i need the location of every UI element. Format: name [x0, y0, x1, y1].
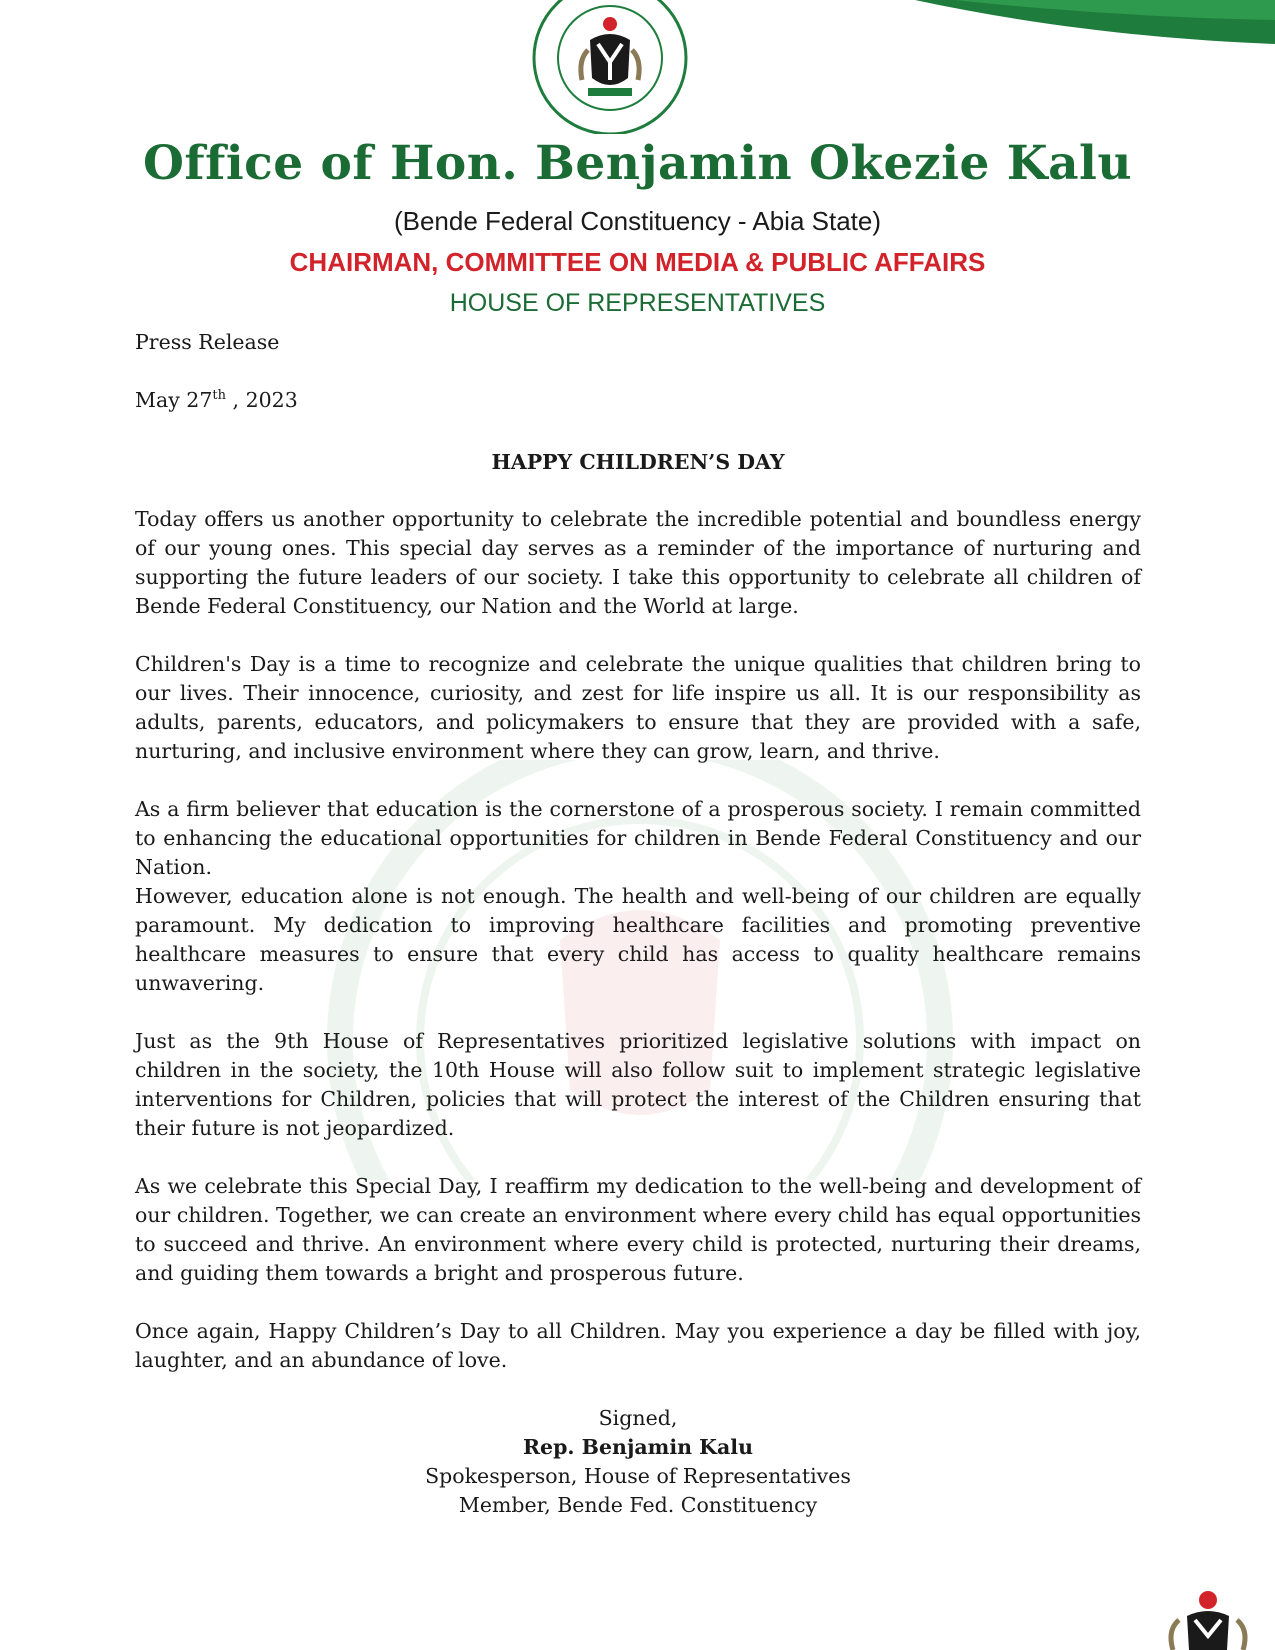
signature-block: [135, 1404, 1141, 1520]
paragraph: As we celebrate this Special Day, I reaffirm my dedication to the well-being and development of our children. Together, we can create an environment where every child has equal opportunities to succeed and thrive. An environment where every child is protected, nurturing their dreams, and guiding them towards a bright and prosperous future.: [135, 1174, 1141, 1285]
press-release-label: Press Release: [135, 330, 280, 354]
constituency-subtitle: (Bende Federal Constituency - Abia State): [393, 206, 882, 236]
signatory-role: Spokesperson, House of Representatives: [425, 1464, 851, 1488]
signatory-name: Rep. Benjamin Kalu: [523, 1435, 753, 1459]
chairman-title: CHAIRMAN, COMMITTEE ON MEDIA & PUBLIC AFFAIRS: [289, 247, 986, 277]
flag-swoosh-graphic: [915, 0, 1275, 48]
press-release-body: [135, 328, 1141, 1520]
coat-of-arms-icon: [1153, 1580, 1263, 1650]
signatory-constituency: Member, Bende Fed. Constituency: [458, 1493, 818, 1517]
paragraph: Just as the 9th House of Representatives prioritized legislative solutions with impact on children in the society, the 10th House will also follow suit to implement strategic legislative interventions for Children, policies that will protect the interest of the Children ensuring that their future is not jeopardized.: [135, 1029, 1141, 1140]
house-seal-logo: [528, 0, 692, 134]
paragraph: Once again, Happy Children’s Day to all Children. May you experience a day be filled with joy, laughter, and an abundance of love.: [135, 1319, 1141, 1372]
signed-label: Signed,: [598, 1406, 678, 1430]
office-title: Office of Hon. Benjamin Okezie Kalu: [142, 136, 1133, 191]
release-heading: HAPPY CHILDREN’S DAY: [491, 450, 785, 474]
paragraph: However, education alone is not enough. The health and well-being of our children are equally paramount. My dedication to improving healthcare facilities and promoting preventive healthcare measures to ensure that every child has access to quality healthcare remains unwavering.: [135, 884, 1141, 995]
release-date: May 27th , 2023: [135, 388, 298, 412]
paragraph: Today offers us another opportunity to celebrate the incredible potential and boundless energy of our young ones. This special day serves as a reminder of the importance of nurturing and supporting the future leaders of our society. I take this opportunity to celebrate all children of Bende Federal Constituency, our Nation and the World at large.: [135, 507, 1141, 618]
paragraph: Children's Day is a time to recognize and celebrate the unique qualities that children bring to our lives. Their innocence, curiosity, and zest for life inspire us all. It is our responsibility as adults, parents, educators, and policymakers to ensure that they are provided with a safe, nurturing, and inclusive environment where they can grow, learn, and thrive.: [135, 652, 1141, 763]
house-title: HOUSE OF REPRESENTATIVES: [449, 289, 826, 317]
paragraph: As a firm believer that education is the cornerstone of a prosperous society. I remain committed to enhancing the educational opportunities for children in Bende Federal Constituency and our Nation.: [135, 797, 1141, 879]
